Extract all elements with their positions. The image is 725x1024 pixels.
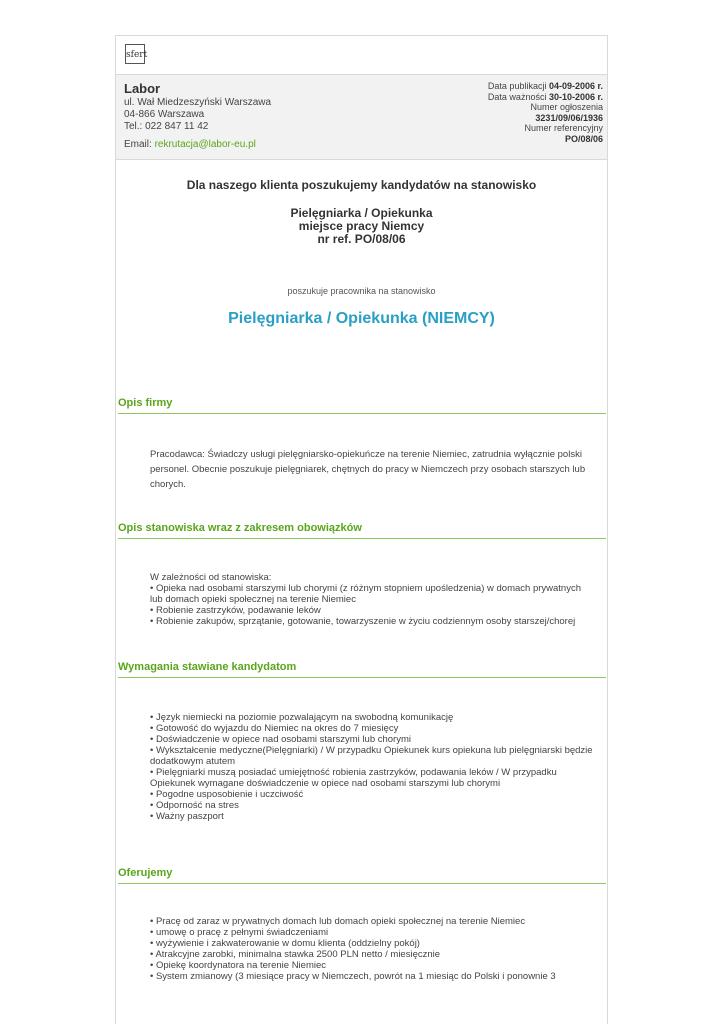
list-item: • Robienie zastrzyków, podawanie leków [150,605,321,616]
list-item: dodatkowym atutem [150,756,236,767]
address-street: ul. Wał Miedzeszyński Warszawa [124,97,272,108]
list-item: • Język niemiecki na poziomie pozwalającym na swobodną komunikację [150,712,454,723]
list-item: • Pogodne usposobienie i uczciwość [150,789,304,800]
section-heading-requirements: Wymagania stawiane kandydatom [118,661,606,678]
list-item: • umowę o pracę z pełnymi świadczeniami [150,927,329,938]
list-item: • System zmianowy (3 miesiące pracy w Niemczech, powrót na 1 miesiąc do Polski i ponownie 3 [150,971,556,982]
section-heading-duties: Opis stanowiska wraz z zakresem obowiązków [118,522,606,539]
list-item: • Ważny paszport [150,811,224,822]
list-item: • Wykształcenie medyczne(Pielęgniarki) / W przypadku Opiekunek kurs opiekuna lub pielęgniarski będzie [150,745,593,756]
address-phone: Tel.: 022 847 11 42 [124,121,209,132]
company-logo: sfert [125,44,145,64]
reference-number: PO/08/06 [564,133,603,144]
text-line: personel. Obecnie poszukuje pielęgniarek, chętnych do pracy w Niemczech przy osobach starszych lub [150,464,586,475]
publication-date: 04-09-2006 r. [548,81,603,91]
list-item: • Pielęgniarki muszą posiadać umiejętność robienia zastrzyków, podawania leków / W przypadku [150,767,557,778]
email-label: Email: [124,139,155,150]
company-header [116,74,607,160]
company-name: Labor [124,81,161,96]
publication-date-label: Data publikacji [487,81,549,91]
email-link[interactable]: rekrutacja@labor-eu.pl [154,139,256,150]
announcement-number-label: Numer ogłoszenia [530,102,603,112]
position-location: miejsce pracy Niemcy [298,219,425,233]
list-item: • Gotowość do wyjazdu do Niemiec na okres do 7 miesięcy [150,723,399,734]
list-item: • Odporność na stres [150,800,239,811]
list-item: Opiekunek wymagane doświadczenie w opiece nad osobami starszymi lub chorymi [150,778,501,789]
reference-number-label: Numer referencyjny [524,123,603,133]
duties-list [150,572,600,627]
company-description [150,447,600,492]
text-line: Pracodawca: Świadczy usługi pielęgniarsko-opiekuńcze na terenie Niemiec, zatrudnia wyłącznie polski [150,449,582,460]
expiry-date-row [403,92,603,103]
expiry-date-label: Data ważności [487,91,549,102]
expiry-date: 30-10-2006 r. [548,91,603,102]
offer-list [150,916,600,982]
position-reference: nr ref. PO/08/06 [317,232,406,246]
announcement-number: 3231/09/06/1936 [535,112,603,123]
text-line: chorych. [150,479,186,490]
job-title: Pielęgniarka / Opiekunka (NIEMCY) [228,310,495,327]
list-item: lub domach opieki społecznej na terenie Niemiec [150,594,356,605]
position-name: Pielęgniarka / Opiekunka [290,206,433,220]
requirements-list [150,712,600,822]
position-block [116,207,607,246]
list-item: • Doświadczenie w opiece nad osobami starszymi lub chorymi [150,734,411,745]
listing-meta [403,81,603,144]
intro-heading: Dla naszego klienta poszukujemy kandydatów na stanowisko [186,178,537,192]
publication-date-row [403,81,603,92]
address-city: 04-866 Warszawa [124,109,205,120]
section-heading-offer: Oferujemy [118,867,606,884]
seeking-text: poszukuje pracownika na stanowisko [287,286,436,296]
list-item: • Pracę od zaraz w prywatnych domach lub domach opieki społecznej na terenie Niemiec [150,916,526,927]
list-item: • Opiekę koordynatora na terenie Niemiec [150,960,327,971]
list-item: • Atrakcyjne zarobki, minimalna stawka 2500 PLN netto / miesięcznie [150,949,441,960]
list-item: W zależności od stanowiska: [150,572,272,583]
section-heading-company: Opis firmy [118,397,606,414]
email-row [124,139,256,150]
list-item: • Opieka nad osobami starszymi lub chorymi (z różnym stopniem upośledzenia) w domach prywatnych [150,583,582,594]
list-item: • Robienie zakupów, sprzątanie, gotowanie, towarzyszenie w życiu codziennym osoby starszej/chorej [150,616,576,627]
list-item: • wyżywienie i zakwaterowanie w domu klienta (oddzielny pokój) [150,938,420,949]
